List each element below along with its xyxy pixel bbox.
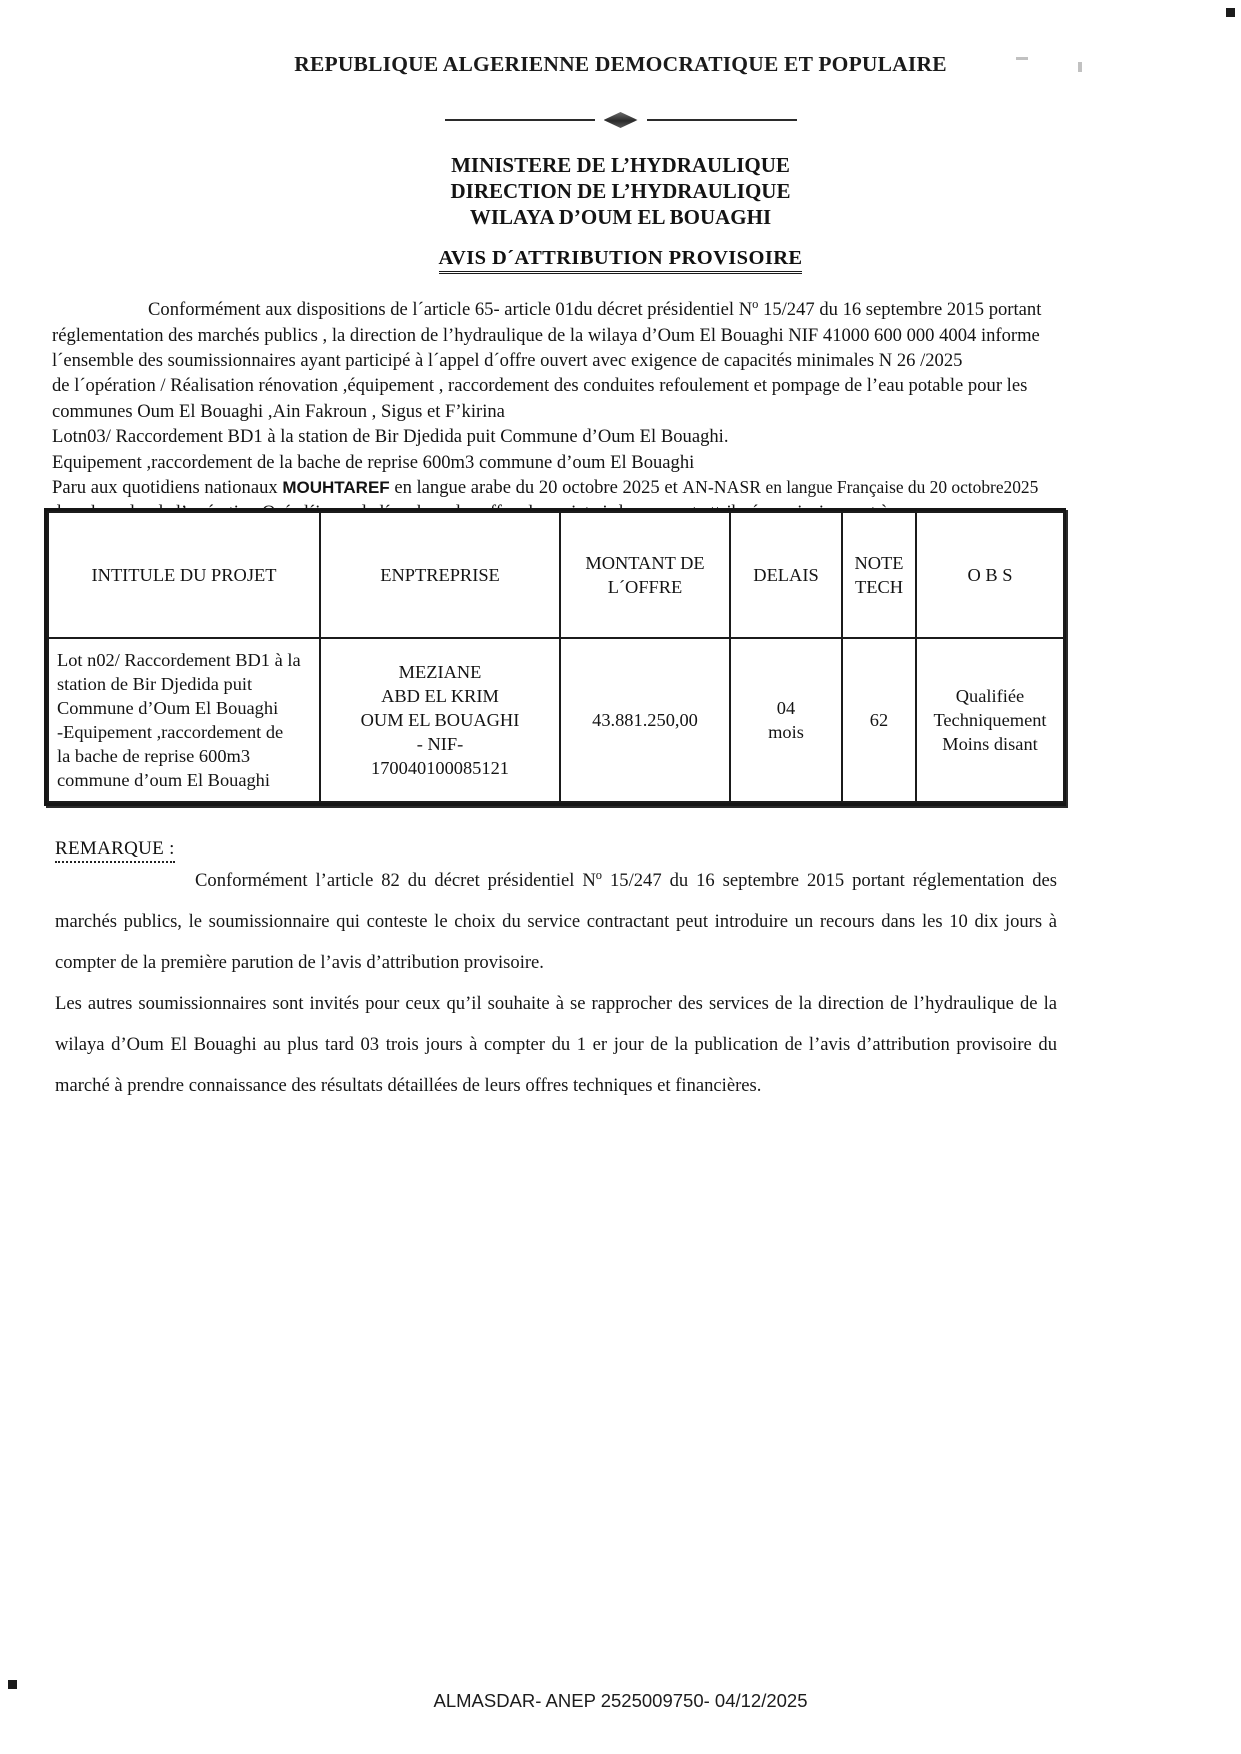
cell-obs-line-3: Moins disant — [942, 734, 1038, 754]
intro-paragraph — [52, 292, 1112, 526]
intro-line-8-a: Paru aux quotidiens nationaux — [52, 477, 283, 499]
cell-obs-lines — [925, 684, 1055, 756]
cell-entreprise-line-4: - NIF- — [416, 734, 464, 754]
cell-entreprise-line-1: MEZIANE — [398, 662, 482, 682]
cell-entreprise — [320, 638, 560, 802]
table-header-montant-line-2: L´OFFRE — [607, 577, 683, 597]
page-title: REPUBLIQUE ALGERIENNE DEMOCRATIQUE ET POPULAIRE — [294, 52, 947, 76]
cell-entreprise-line-5: 170040100085121 — [371, 758, 509, 778]
cell-obs-line-2: Techniquement — [933, 710, 1047, 730]
table-header-montant — [560, 512, 730, 638]
table-row — [48, 638, 1064, 802]
diamond-ornament-icon — [604, 112, 638, 128]
cell-projet-line-4: -Equipement ,raccordement de — [57, 722, 284, 742]
ornamental-divider — [0, 108, 1241, 132]
cell-projet-lines — [57, 648, 311, 792]
ministry-heading — [0, 152, 1241, 230]
remark-label: REMARQUE : — [55, 838, 175, 863]
table-header-obs: O B S — [916, 512, 1064, 638]
cell-projet — [48, 638, 320, 802]
notice-title — [0, 247, 1241, 270]
cell-delais-line-2: mois — [768, 722, 804, 742]
intro-line-8-b: en langue arabe du 20 octobre 2025 et — [389, 477, 683, 499]
remark-p1-b: 15/247 du 16 septembre 2015 portant réglementation des marchés publics, le soumissionnaire qui conteste le choix du service contractant peut introduire un recours dans les 10 dix jours à compter de la première parution de l’avis d’attribution provisoire. — [55, 870, 1057, 974]
cell-delais-lines — [739, 696, 833, 744]
notice-title-text: AVIS D´ATTRIBUTION PROVISOIRE — [439, 247, 803, 274]
ministry-line-1: MINISTERE DE L’HYDRAULIQUE — [451, 153, 790, 177]
table-header-montant-lines — [569, 551, 721, 599]
ministry-line-3: WILAYA D’OUM EL BOUAGHI — [469, 205, 772, 229]
cell-projet-line-6: commune d’oum El Bouaghi — [57, 770, 270, 790]
table-header-note-line-1: NOTE — [854, 553, 904, 573]
cell-delais — [730, 638, 842, 802]
intro-line-1 — [52, 292, 1112, 323]
table-header-projet: INTITULE DU PROJET — [48, 512, 320, 638]
cell-obs-line-1: Qualifiée — [955, 686, 1025, 706]
intro-line-8-c: en langue Française du 20 octobre2025 — [761, 477, 1039, 498]
intro-line-6: Lotn03/ Raccordement BD1 à la station de Bir Djedida puit Commune d’Oum El Bouaghi. — [52, 426, 729, 448]
cell-montant: 43.881.250,00 — [560, 638, 730, 802]
cell-obs — [916, 638, 1064, 802]
table-header-row — [48, 512, 1064, 638]
table-header-montant-line-1: MONTANT DE — [585, 553, 705, 573]
intro-line-4: de l´opération / Réalisation rénovation ,équipement , raccordement des conduites refoulement et pompage de l’eau potable pour les — [52, 375, 1028, 397]
cell-projet-line-1: Lot n02/ Raccordement BD1 à la — [57, 650, 301, 670]
remark-body — [55, 855, 1057, 1106]
table-header-note-lines — [851, 551, 907, 599]
table-header-delais: DELAIS — [730, 512, 842, 638]
newspaper-name-french: AN-NASR — [682, 477, 762, 498]
intro-line-3: l´ensemble des soumissionnaires ayant participé à l´appel d´offre ouvert avec exigence de capacités minimales N 26 /2025 — [52, 350, 963, 371]
footer-reference: ALMASDAR- ANEP 2525009750- 04/12/2025 — [433, 1690, 808, 1711]
cell-entreprise-line-2: ABD EL KRIM — [381, 686, 499, 706]
remark-p1-sup: o — [595, 868, 603, 882]
intro-line-8 — [52, 475, 1112, 500]
remark-paragraph-2: Les autres soumissionnaires sont invités pour ceux qu’il souhaite à se rapprocher des services de la direction de l’hydraulique de la wilaya d’Oum El Bouaghi au plus tard 03 trois jours à compter du 1 er jour de la publication de l’avis d’attribution provisoire du marché à prendre connaissance des résultats détaillées de leurs offres techniques et financières. — [55, 993, 1057, 1097]
scan-edge-tick-bottom — [8, 1680, 17, 1689]
intro-line-1-a: Conformément aux dispositions de l´article 65- article 01du décret présidentiel N — [148, 299, 753, 321]
cell-projet-line-2: station de Bir Djedida puit — [57, 674, 253, 694]
table-header-note — [842, 512, 916, 638]
ministry-line-2: DIRECTION DE L’HYDRAULIQUE — [450, 179, 791, 203]
table-header-note-line-2: TECH — [854, 577, 903, 597]
intro-line-2: réglementation des marchés publics , la direction de l’hydraulique de la wilaya d’Oum El Bouaghi NIF 41000 600 000 4004 informe — [52, 324, 1040, 346]
cell-projet-line-5: la bache de reprise 600m3 — [57, 746, 251, 766]
intro-line-7: Equipement ,raccordement de la bache de reprise 600m3 commune d’oum El Bouaghi — [52, 451, 695, 473]
cell-projet-line-3: Commune d’Oum El Bouaghi — [57, 698, 279, 718]
intro-line-1-sup: o — [752, 297, 759, 311]
cell-entreprise-line-3: OUM EL BOUAGHI — [360, 710, 520, 730]
divider-bar-left — [445, 119, 595, 121]
newspaper-name-arabic: MOUHTAREF — [282, 478, 390, 498]
remark-p1-a: Conformément l’article 82 du décret présidentiel N — [195, 870, 596, 892]
intro-line-1-b: 15/247 du 16 septembre 2015 portant — [758, 299, 1042, 321]
cell-note-tech: 62 — [842, 638, 916, 802]
scan-edge-tick-top — [1226, 8, 1235, 17]
cell-delais-line-1: 04 — [776, 698, 796, 718]
award-table — [44, 508, 1066, 806]
intro-line-5: communes Oum El Bouaghi ,Ain Fakroun , Sigus et F’kirina — [52, 400, 505, 422]
divider-bar-right — [647, 119, 797, 121]
remark-paragraph-1 — [55, 855, 1057, 983]
cell-entreprise-lines — [329, 660, 551, 780]
table-header-entreprise: ENPTREPRISE — [320, 512, 560, 638]
